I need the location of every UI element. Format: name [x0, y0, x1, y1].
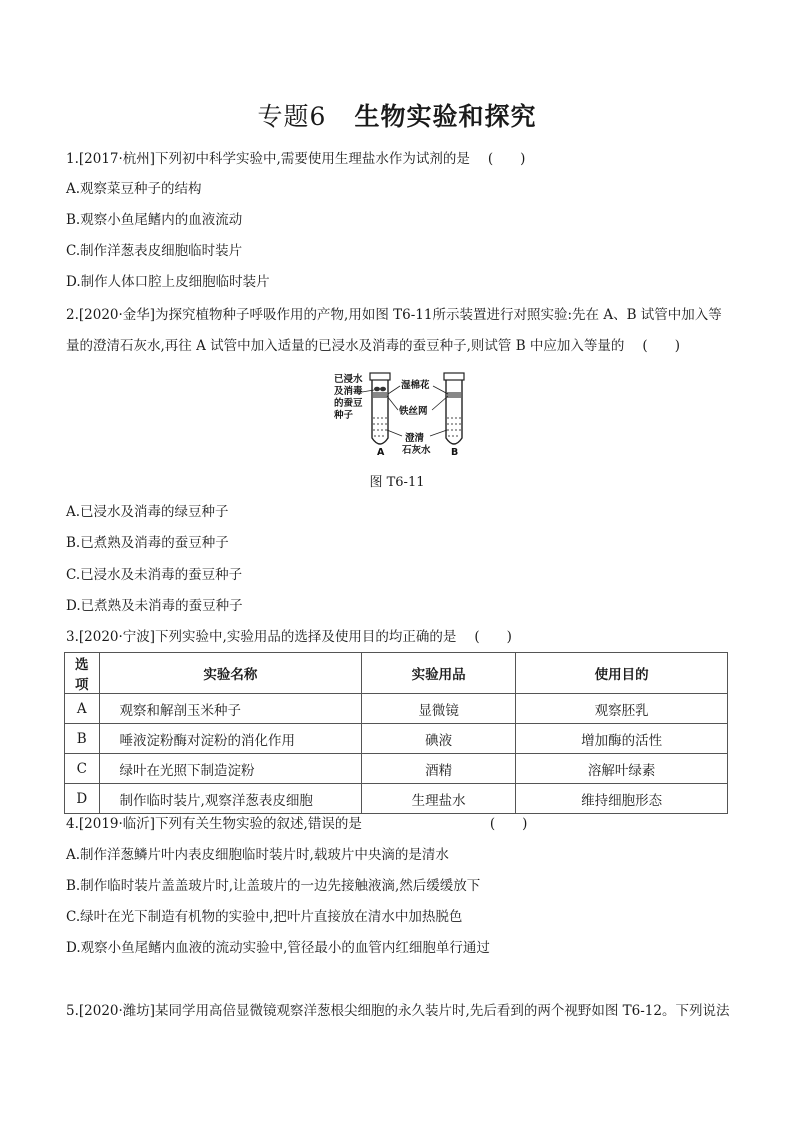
q4-option-c: C.绿叶在光下制造有机物的实验中,把叶片直接放在清水中加热脱色: [66, 909, 463, 925]
topic-number: 专题6: [257, 102, 327, 131]
q5-stem: 5.[2020·潍坊]某同学用高倍显微镜观察洋葱根尖细胞的永久装片时,先后看到的两个视野如图 T6-12。下列说法: [66, 1003, 730, 1019]
q4-stem: 4.[2019·临沂]下列有关生物实验的叙述,错误的是 ( ): [66, 816, 528, 832]
header-purpose: 使用目的: [516, 653, 728, 694]
q2-stem-line1: 2.[2020·金华]为探究植物种子呼吸作用的产物,用如图 T6-11所示装置进行对照实验:先在 A、B 试管中加入等: [66, 307, 722, 323]
q2-option-b: B.已煮熟及消毒的蚕豆种子: [66, 535, 229, 551]
label-cotton: 湿棉花: [401, 380, 430, 391]
answer-blank: ( ): [642, 338, 680, 354]
table-row: [65, 784, 728, 814]
table-cell: C: [65, 754, 100, 784]
table-cell: 酒精: [362, 754, 516, 784]
table-cell: 增加酶的活性: [516, 724, 728, 754]
table-cell: 制作临时装片,观察洋葱表皮细胞: [99, 784, 362, 814]
table-row: [65, 754, 728, 784]
topic-title: 生物实验和探究: [354, 102, 537, 131]
figure-caption: 图 T6-11: [369, 475, 425, 490]
answer-blank: ( ): [474, 629, 512, 645]
table-row: [65, 694, 728, 724]
label-seeds-4: 种子: [334, 410, 354, 421]
table-cell: 观察胚乳: [516, 694, 728, 724]
table-cell: B: [65, 724, 100, 754]
label-mesh: 铁丝网: [399, 406, 428, 417]
table-cell: D: [65, 784, 100, 814]
table-cell: 碘液: [362, 724, 516, 754]
label-seeds-1: 已浸水: [334, 374, 363, 385]
q3-table: [64, 652, 728, 814]
q2-option-d: D.已煮熟及未消毒的蚕豆种子: [66, 598, 243, 614]
q2-stem-line2: 量的澄清石灰水,再往 A 试管中加入适量的已浸水及消毒的蚕豆种子,则试管 B 中应加入等量的 ( ): [66, 338, 680, 354]
label-tube-a: A: [377, 447, 385, 458]
label-tube-b: B: [451, 447, 459, 458]
q1-option-c: C.制作洋葱表皮细胞临时装片: [66, 243, 243, 259]
header-option: 选项: [65, 653, 100, 694]
test-tube-figure: [332, 372, 472, 458]
q1-stem: 1.[2017·杭州]下列初中科学实验中,需要使用生理盐水作为试剂的是 ( ): [66, 151, 526, 167]
table-cell: 生理盐水: [362, 784, 516, 814]
q1-option-b: B.观察小鱼尾鳍内的血液流动: [66, 212, 243, 228]
table-cell: 显微镜: [362, 694, 516, 724]
label-limewater-1: 澄清: [405, 433, 425, 444]
q3-stem: 3.[2020·宁波]下列实验中,实验用品的选择及使用目的均正确的是 ( ): [66, 629, 512, 645]
label-seeds-2: 及消毒: [334, 386, 363, 397]
table-cell: 唾液淀粉酶对淀粉的消化作用: [99, 724, 362, 754]
table-cell: 绿叶在光照下制造淀粉: [99, 754, 362, 784]
q1-option-d: D.制作人体口腔上皮细胞临时装片: [66, 274, 270, 290]
header-supplies: 实验用品: [362, 653, 516, 694]
table-cell: A: [65, 694, 100, 724]
q4-option-a: A.制作洋葱鳞片叶内表皮细胞临时装片时,载玻片中央滴的是清水: [66, 847, 449, 863]
table-cell: 观察和解剖玉米种子: [99, 694, 362, 724]
table-cell: 溶解叶绿素: [516, 754, 728, 784]
answer-blank: ( ): [487, 151, 526, 167]
answer-blank: ( ): [489, 816, 528, 832]
table-header-row: [65, 653, 728, 694]
q2-option-a: A.已浸水及消毒的绿豆种子: [66, 504, 229, 520]
table-cell: 维持细胞形态: [516, 784, 728, 814]
label-limewater-2: 石灰水: [402, 445, 431, 456]
q2-option-c: C.已浸水及未消毒的蚕豆种子: [66, 567, 243, 583]
q1-option-a: A.观察菜豆种子的结构: [66, 181, 202, 197]
q4-option-d: D.观察小鱼尾鳍内血液的流动实验中,管径最小的血管内红细胞单行通过: [66, 940, 490, 956]
page-title: [0, 97, 794, 133]
table-row: [65, 724, 728, 754]
header-experiment: 实验名称: [99, 653, 362, 694]
label-seeds-3: 的蚕豆: [334, 398, 363, 409]
q4-option-b: B.制作临时装片盖盖玻片时,让盖玻片的一边先接触液滴,然后缓缓放下: [66, 878, 481, 894]
